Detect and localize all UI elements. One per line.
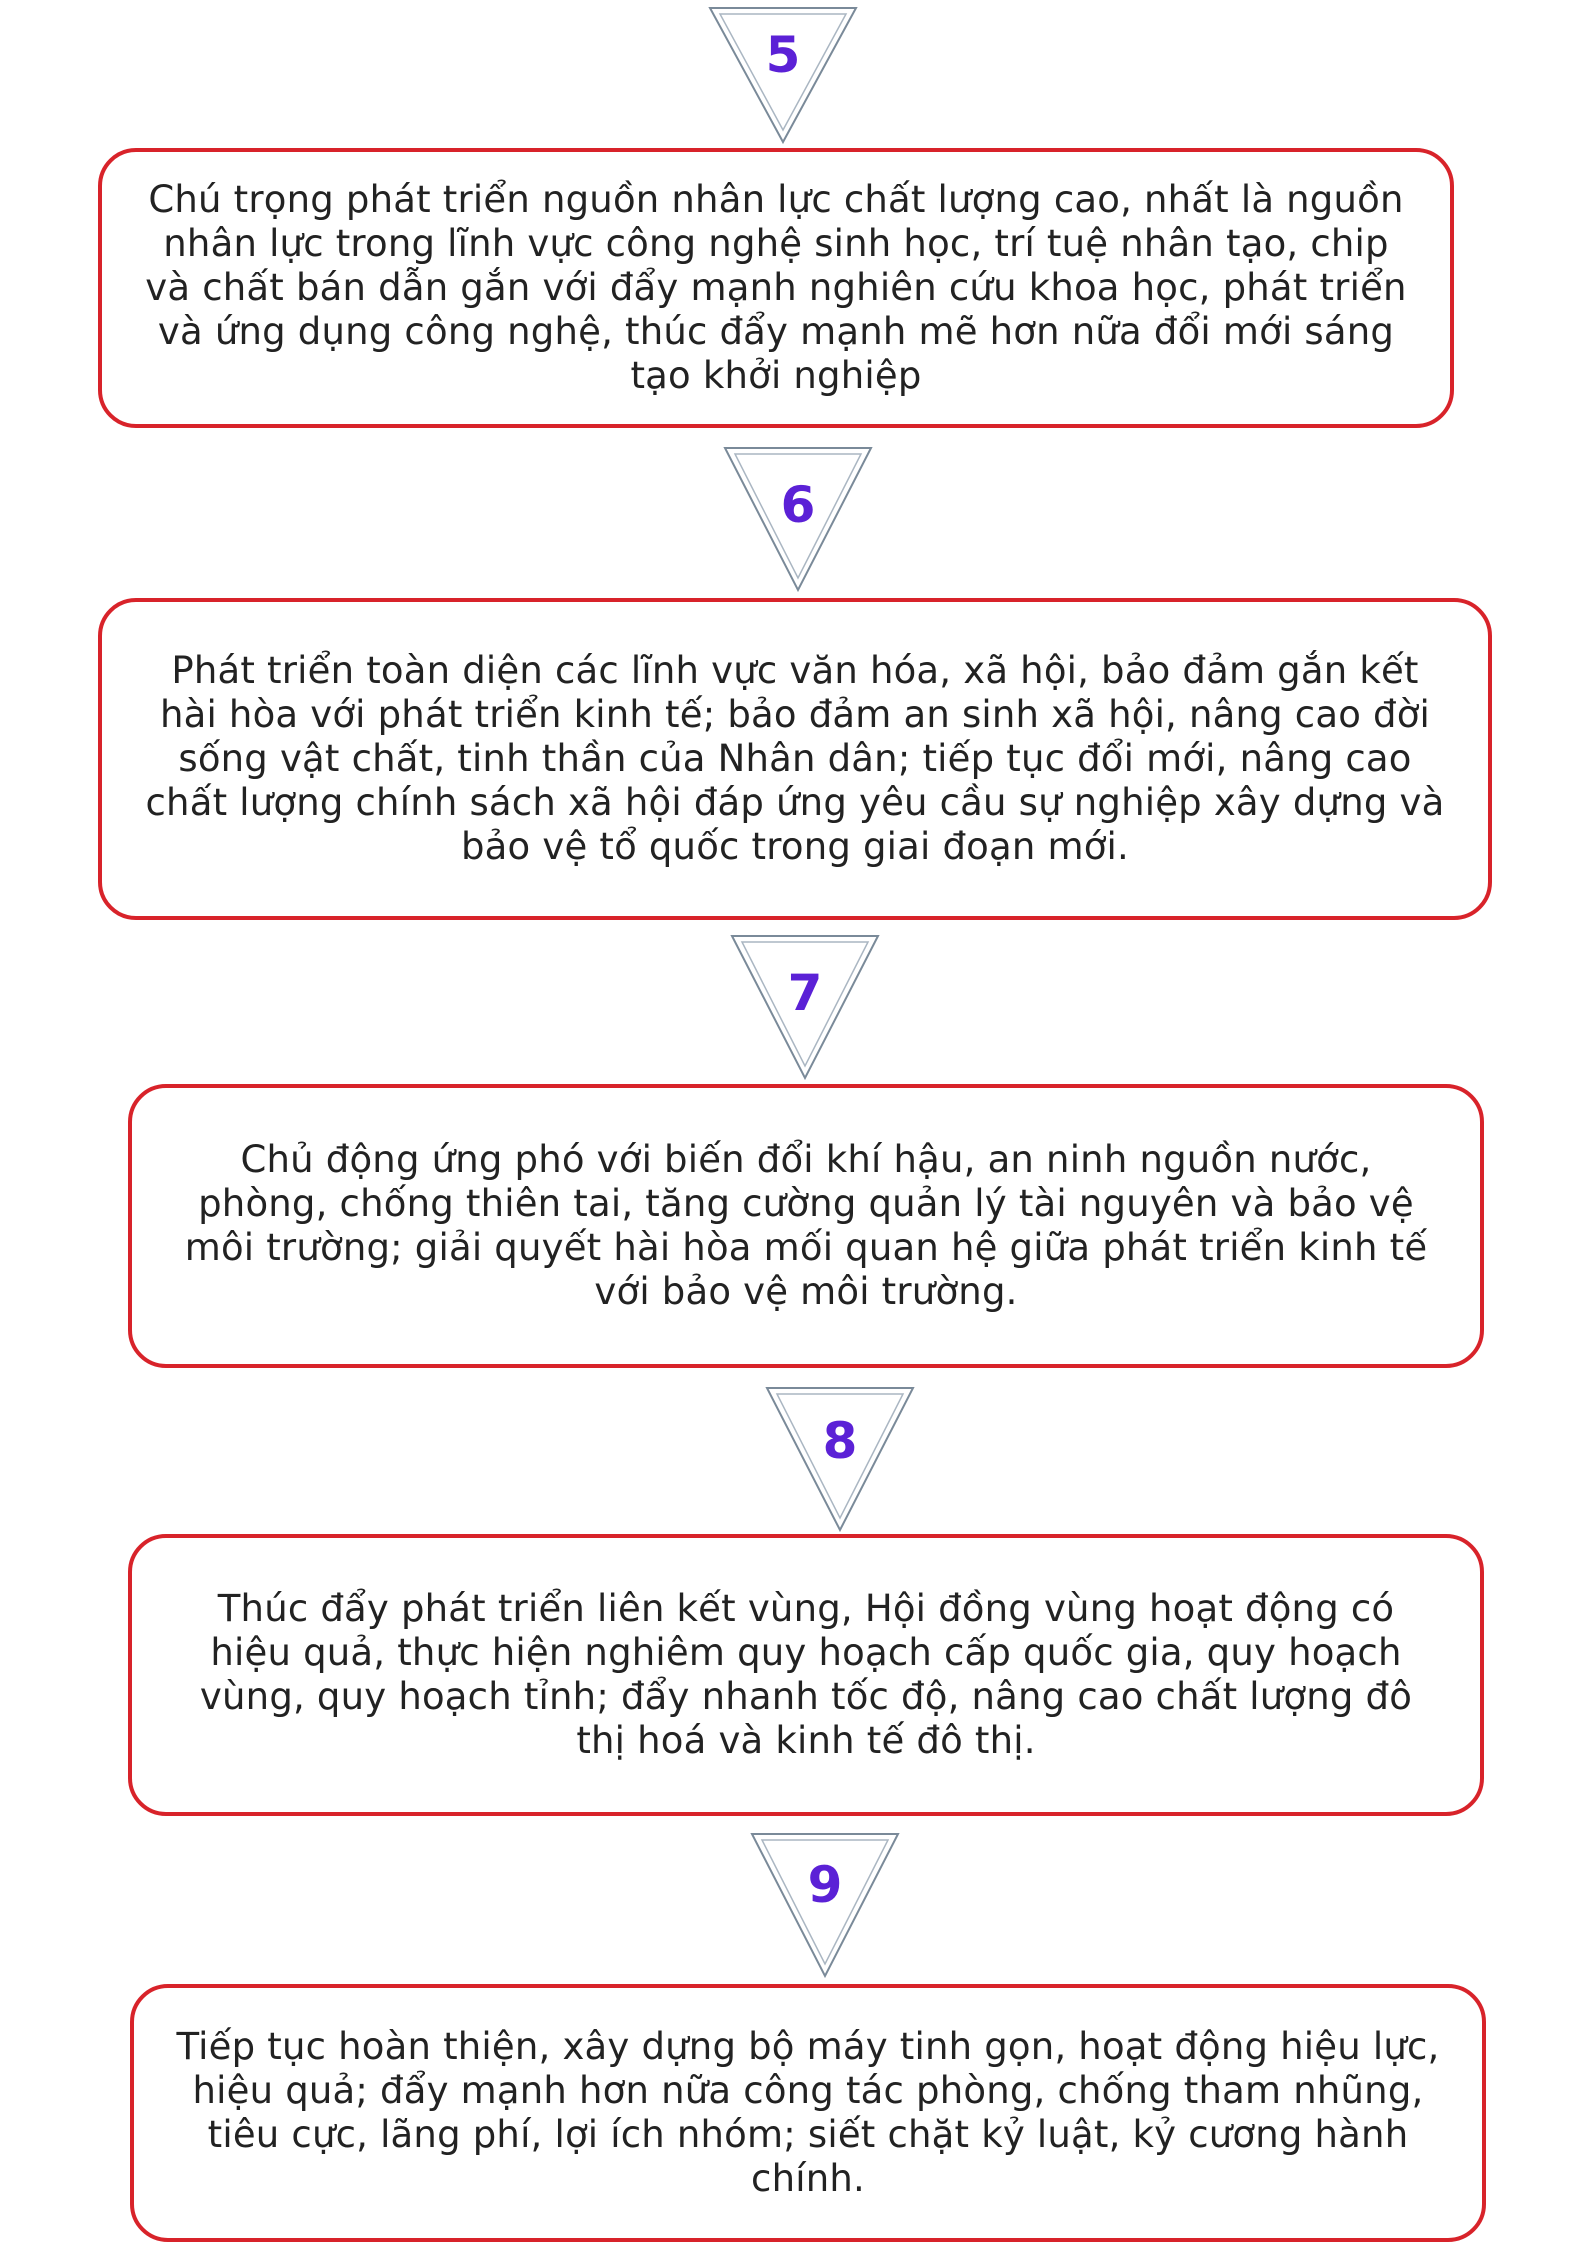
step-6-marker: [703, 440, 893, 600]
step-text: Phát triển toàn diện các lĩnh vực văn hóa, xã hội, bảo đảm gắn kết hài hòa với phát triển kinh tế; bảo đảm an sinh xã hội, nâng cao đời sống vật chất, tinh thần của Nhân dân; tiếp tục đổi mới, nâng cao chất lượng chính sách xã hội đáp ứng yêu cầu sự nghiệp xây dựng và bảo vệ tổ quốc trong giai đoạn mới.: [145, 649, 1445, 868]
step-text: Chủ động ứng phó với biến đổi khí hậu, an ninh nguồn nước, phòng, chống thiên tai, tăng cường quản lý tài nguyên và bảo vệ môi trường; giải quyết hài hòa mối quan hệ giữa phát triển kinh tế với bảo vệ môi trường.: [184, 1138, 1428, 1313]
step-5-box: [98, 148, 1454, 428]
step-9-box: [130, 1984, 1486, 2242]
step-7-marker: [710, 928, 900, 1088]
step-6-box: [98, 598, 1492, 920]
step-text: Chú trọng phát triển nguồn nhân lực chất lượng cao, nhất là nguồn nhân lực trong lĩnh vực công nghệ sinh học, trí tuệ nhân tạo, chip và chất bán dẫn gắn với đẩy mạnh nghiên cứu khoa học, phát triển và ứng dụng công nghệ, thúc đẩy mạnh mẽ hơn nữa đổi mới sáng tạo khởi nghiệp: [145, 178, 1407, 397]
step-text: Tiếp tục hoàn thiện, xây dựng bộ máy tinh gọn, hoạt động hiệu lực, hiệu quả; đẩy mạnh hơn nữa công tác phòng, chống tham nhũng, tiêu cực, lãng phí, lợi ích nhóm; siết chặt kỷ luật, kỷ cương hành chính.: [176, 2025, 1440, 2200]
step-7-box: [128, 1084, 1484, 1368]
step-number: 6: [780, 476, 816, 534]
step-number: 7: [787, 964, 823, 1022]
step-text: Thúc đẩy phát triển liên kết vùng, Hội đồng vùng hoạt động có hiệu quả, thực hiện nghiêm quy hoạch cấp quốc gia, quy hoạch vùng, quy hoạch tỉnh; đẩy nhanh tốc độ, nâng cao chất lượng đô thị hoá và kinh tế đô thị.: [199, 1587, 1413, 1762]
step-8-box: [128, 1534, 1484, 1816]
step-number: 5: [765, 26, 801, 84]
step-5-marker: [688, 0, 878, 160]
step-number: 8: [822, 1412, 858, 1470]
step-number: 9: [807, 1856, 843, 1914]
step-9-marker: [730, 1826, 920, 1986]
step-8-marker: [745, 1380, 935, 1540]
